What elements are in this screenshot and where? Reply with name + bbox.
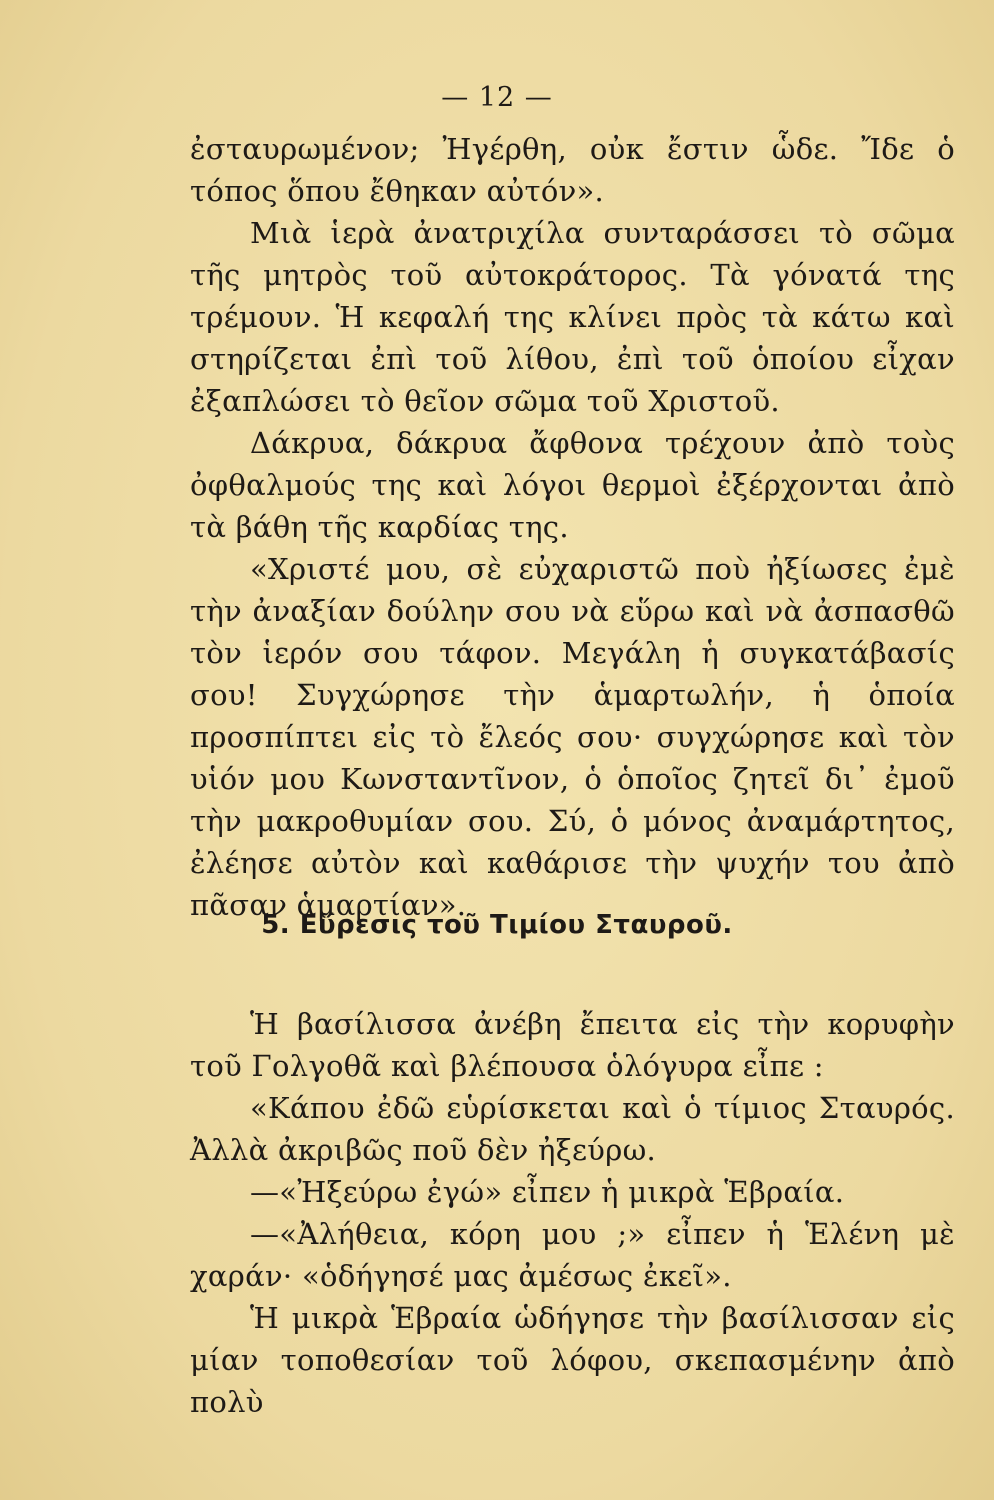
paragraph: Μιὰ ἱερὰ ἀνατριχίλα συνταράσσει τὸ σῶμα τῆς μητρὸς τοῦ αὐτοκράτορος. Τὰ γόνατά της τρέμουν. Ἡ κεφαλή της κλίνει πρὸς τὰ κάτω καὶ στηρίζεται ἐπὶ τοῦ λίθου, ἐπὶ τοῦ ὁποίου εἶχαν ἐξαπλώσει τὸ θεῖον σῶμα τοῦ Χριστοῦ. <box>190 216 955 418</box>
paragraph: «Κάπου ἐδῶ εὑρίσκεται καὶ ὁ τίμιος Σταυρός. Ἀλλὰ ἀκριβῶς ποῦ δὲν ἠξεύρω. <box>190 1091 955 1167</box>
paragraph: —«Ἀλήθεια, κόρη μου ;» εἶπεν ἡ Ἑλένη μὲ χαράν· «ὁδήγησέ μας ἀμέσως ἐκεῖ». <box>190 1217 955 1293</box>
paragraph-continuation: ἐσταυρωμένον; Ἠγέρθη, οὐκ ἔστιν ὧδε. Ἴδε ὁ τόπος ὅπου ἔθηκαν αὐτόν». <box>190 132 955 208</box>
paragraph: Ἡ βασίλισσα ἀνέβη ἔπειτα εἰς τὴν κορυφὴν τοῦ Γολγοθᾶ καὶ βλέπουσα ὁλόγυρα εἶπε : <box>190 1007 955 1083</box>
paragraph: Ἡ μικρὰ Ἑβραία ὡδήγησε τὴν βασίλισσαν εἰς μίαν τοποθεσίαν τοῦ λόφου, σκεπασμένην ἀπὸ πολὺ <box>190 1301 955 1419</box>
top-text-block <box>190 128 955 926</box>
section-heading: 5. Εὕρεσις τοῦ Τιμίου Σταυροῦ. <box>261 910 733 940</box>
page-number: — 12 — <box>441 82 553 113</box>
bottom-text-block <box>190 1003 955 1423</box>
paragraph: —«Ἠξεύρω ἐγώ» εἶπεν ἡ μικρὰ Ἑβραία. <box>250 1175 845 1209</box>
paragraph: Δάκρυα, δάκρυα ἄφθονα τρέχουν ἀπὸ τοὺς ὀφθαλμούς της καὶ λόγοι θερμοὶ ἐξέρχονται ἀπὸ τὰ βάθη τῆς καρδίας της. <box>190 426 955 544</box>
paragraph: «Χριστέ μου, σὲ εὐχαριστῶ ποὺ ἠξίωσες ἐμὲ τὴν ἀναξίαν δούλην σου νὰ εὕρω καὶ νὰ ἀσπασθῶ τὸν ἱερόν σου τάφον. Μεγάλη ἡ συγκατάβασίς σου! Συγχώρησε τὴν ἁμαρτωλήν, ἡ ὁποία προσπίπτει εἰς τὸ ἔλεός σου· συγχώρησε καὶ τὸν υἱόν μου Κωνσταντῖνον, ὁ ὁποῖος ζητεῖ δι᾽ ἐμοῦ τὴν μακροθυμίαν σου. Σύ, ὁ μόνος ἀναμάρτητος, ἐλέησε αὐτὸν καὶ καθάρισε τὴν ψυχήν του ἀπὸ πᾶσαν ἁμαρτίαν». <box>190 552 955 922</box>
